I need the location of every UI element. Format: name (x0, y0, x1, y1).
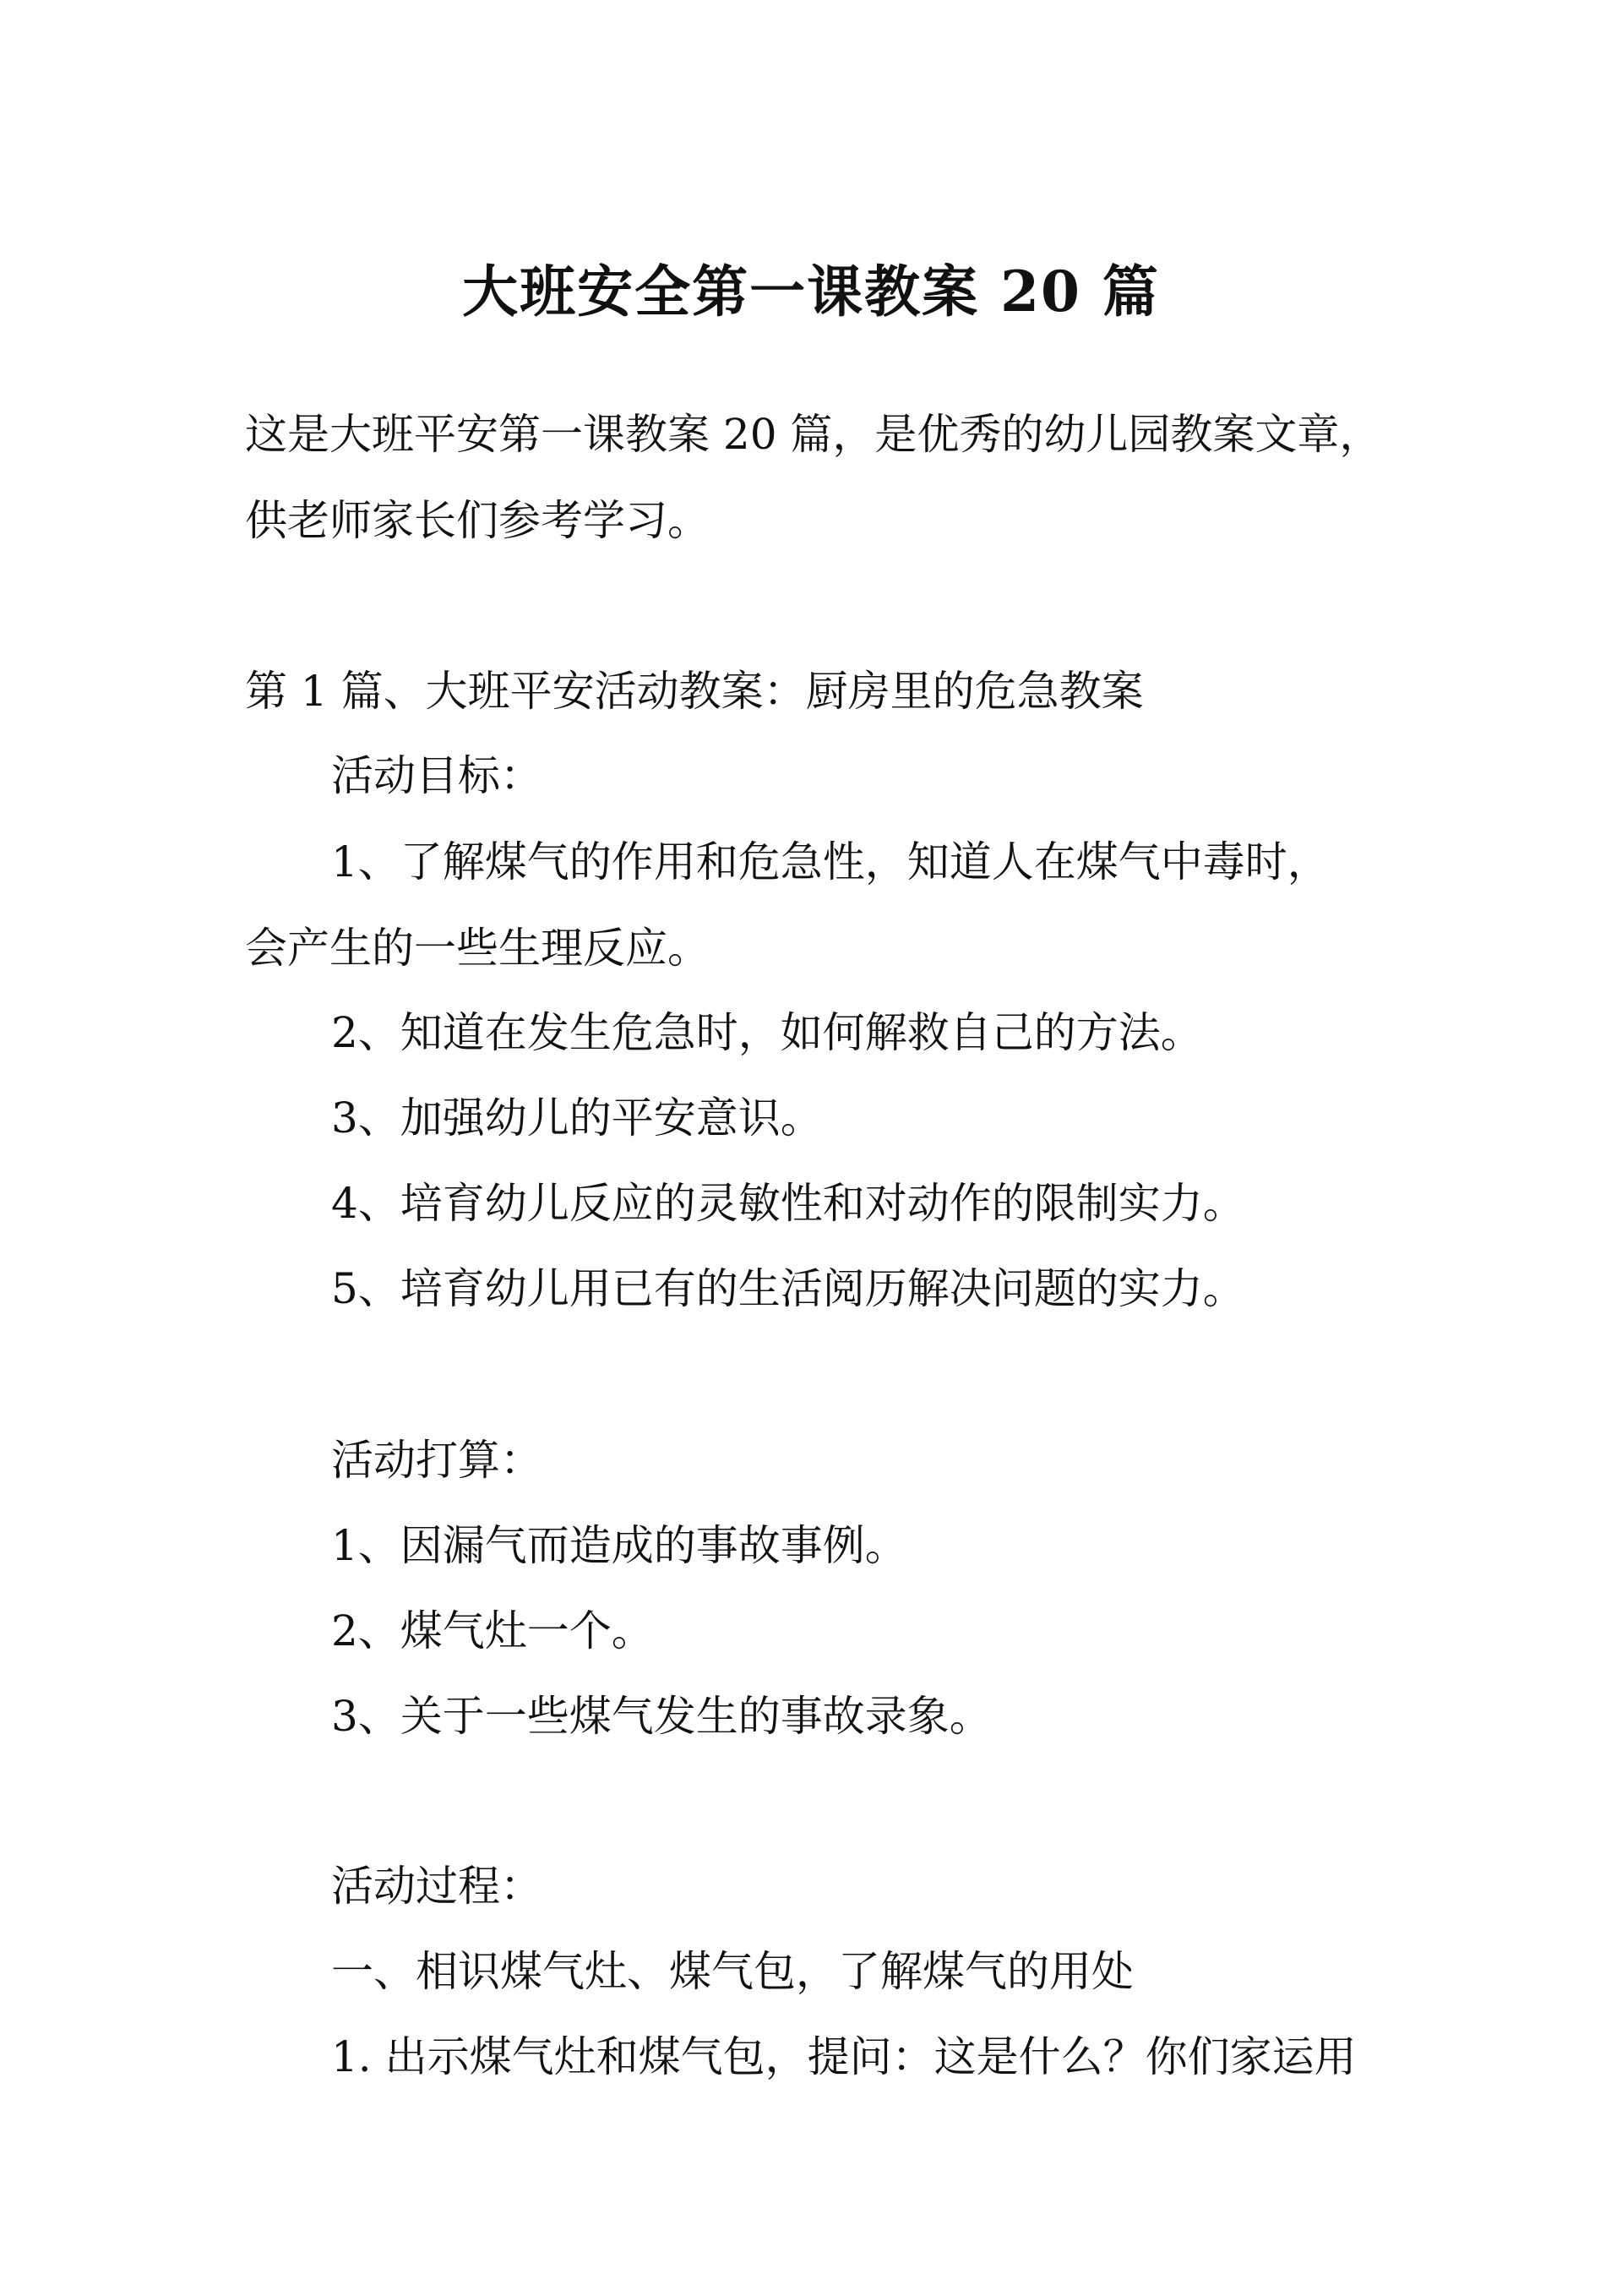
intro-line-2: 供老师家长们参考学习。 (245, 496, 710, 545)
goal-item: 2、知道在发生危急时，如何解救自己的方法。 (331, 1008, 1203, 1057)
section-heading: 第 1 篇、大班平安活动教案：厨房里的危急教案 (245, 667, 1144, 716)
prep-label: 活动打算： (331, 1436, 542, 1485)
goal-item-continuation: 会产生的一些生理反应。 (245, 924, 710, 973)
process-label: 活动过程： (331, 1862, 542, 1911)
prep-item: 2、煤气灶一个。 (331, 1606, 654, 1655)
prep-item: 3、关于一些煤气发生的事故录象。 (331, 1692, 992, 1741)
goal-item: 3、加强幼儿的平安意识。 (331, 1093, 823, 1143)
process-item: 一、相识煤气灶、煤气包，了解煤气的用处 (331, 1947, 1134, 1996)
document-title: 大班安全第一课教案 20 篇 (462, 259, 1160, 324)
goals-label: 活动目标： (331, 751, 542, 800)
goal-item: 4、培育幼儿反应的灵敏性和对动作的限制实力。 (331, 1179, 1245, 1228)
intro-line-1: 这是大班平安第一课教案 20 篇，是优秀的幼儿园教案文章， (245, 410, 1382, 459)
prep-item: 1、因漏气而造成的事故事例。 (331, 1521, 907, 1570)
goal-item: 1、了解煤气的作用和危急性，知道人在煤气中毒时， (331, 837, 1330, 886)
process-item: 1. 出示煤气灶和煤气包，提问：这是什么？你们家运用 (331, 2032, 1357, 2081)
goal-item: 5、培育幼儿用已有的生活阅历解决问题的实力。 (331, 1264, 1245, 1313)
